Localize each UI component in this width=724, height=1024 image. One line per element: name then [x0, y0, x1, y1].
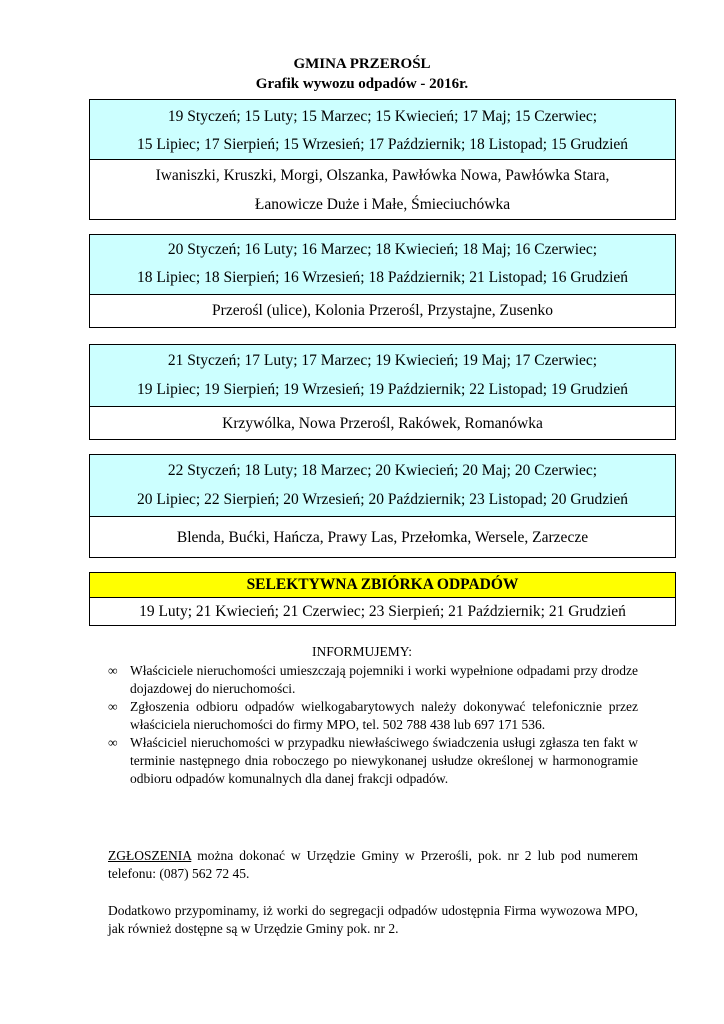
infinity-bullet-icon: ∞	[108, 735, 118, 750]
document-title: GMINA PRZEROŚL	[293, 56, 431, 72]
schedule-dates	[90, 345, 675, 407]
schedule-places	[90, 295, 675, 327]
schedule-block-3	[89, 344, 676, 440]
dates-line: 18 Lipiec; 18 Sierpień; 16 Wrzesień; 18 Październik; 21 Listopad; 16 Grudzień	[136, 269, 629, 286]
schedule-dates	[90, 455, 675, 517]
places-line: Krzywólka, Nowa Przerośl, Rakówek, Romanówka	[222, 415, 543, 432]
infinity-bullet-icon: ∞	[108, 663, 118, 678]
schedule-places	[90, 160, 675, 219]
schedule-block-4	[89, 454, 676, 558]
reports-label: ZGŁOSZENIA	[108, 848, 192, 863]
info-list	[108, 662, 638, 788]
places-line: Iwaniszki, Kruszki, Morgi, Olszanka, Pawłówka Nowa, Pawłówka Stara,	[155, 167, 610, 184]
schedule-dates	[90, 235, 675, 295]
info-item-text: Właściciel nieruchomości w przypadku niewłaściwego świadczenia usługi zgłasza ten fakt w terminie następnego dnia roboczego po niewykonanej usłudze określonej w harmonogramie odbioru odpadów komunalnych dla danej frakcji odpadów.	[130, 735, 638, 786]
schedule-dates	[90, 100, 675, 160]
schedule-block-1	[89, 99, 676, 220]
places-line: Blenda, Bućki, Hańcza, Prawy Las, Przełomka, Wersele, Zarzecze	[176, 529, 589, 546]
info-item-text: Zgłoszenia odbioru odpadów wielkogabarytowych należy dokonywać telefonicznie przez właściciela nieruchomości do firmy MPO, tel. 502 788 438 lub 697 171 536.	[130, 699, 638, 732]
list-item	[108, 662, 638, 698]
dates-line: 20 Styczeń; 16 Luty; 16 Marzec; 18 Kwiecień; 18 Maj; 16 Czerwiec;	[167, 241, 598, 258]
dates-line: 21 Styczeń; 17 Luty; 17 Marzec; 19 Kwiecień; 19 Maj; 17 Czerwiec;	[167, 352, 598, 369]
places-line: Przerośl (ulice), Kolonia Przerośl, Przystajne, Zusenko	[212, 302, 553, 319]
reports-paragraph	[108, 847, 638, 883]
reports-text: można dokonać w Urzędzie Gminy w Przerośli, pok. nr 2 lub pod numerem telefonu: (087) 562 72 45.	[108, 848, 638, 881]
dates-line: 22 Styczeń; 18 Luty; 18 Marzec; 20 Kwiecień; 20 Maj; 20 Czerwiec;	[167, 462, 598, 479]
selective-dates: 19 Luty; 21 Kwiecień; 21 Czerwiec; 23 Sierpień; 21 Październik; 21 Grudzień	[139, 603, 626, 620]
dates-line: 19 Styczeń; 15 Luty; 15 Marzec; 15 Kwiecień; 17 Maj; 15 Czerwiec;	[167, 108, 598, 125]
selective-collection-block	[89, 572, 676, 626]
info-heading: INFORMUJEMY:	[311, 644, 413, 659]
info-item-text: Właściciele nieruchomości umieszczają pojemniki i worki wypełnione odpadami przy drodze dojazdowej do nieruchomości.	[130, 663, 638, 696]
places-line: Łanowicze Duże i Małe, Śmieciuchówka	[254, 196, 511, 213]
reminder-paragraph: Dodatkowo przypominamy, iż worki do segregacji odpadów udostępnia Firma wywozowa MPO, jak również dostępne są w Urzędzie Gminy pok. nr 2.	[108, 903, 638, 936]
dates-line: 20 Lipiec; 22 Sierpień; 20 Wrzesień; 20 Październik; 23 Listopad; 20 Grudzień	[136, 491, 629, 508]
dates-line: 15 Lipiec; 17 Sierpień; 15 Wrzesień; 17 Październik; 18 Listopad; 15 Grudzień	[136, 136, 629, 153]
dates-line: 19 Lipiec; 19 Sierpień; 19 Wrzesień; 19 Październik; 22 Listopad; 19 Grudzień	[136, 381, 629, 398]
selective-title: SELEKTYWNA ZBIÓRKA ODPADÓW	[90, 573, 675, 598]
document-subtitle: Grafik wywozu odpadów - 2016r.	[255, 76, 469, 92]
schedule-places	[90, 407, 675, 440]
list-item	[108, 734, 638, 788]
schedule-places	[90, 517, 675, 559]
schedule-block-2	[89, 234, 676, 328]
list-item	[108, 698, 638, 734]
infinity-bullet-icon: ∞	[108, 699, 118, 714]
